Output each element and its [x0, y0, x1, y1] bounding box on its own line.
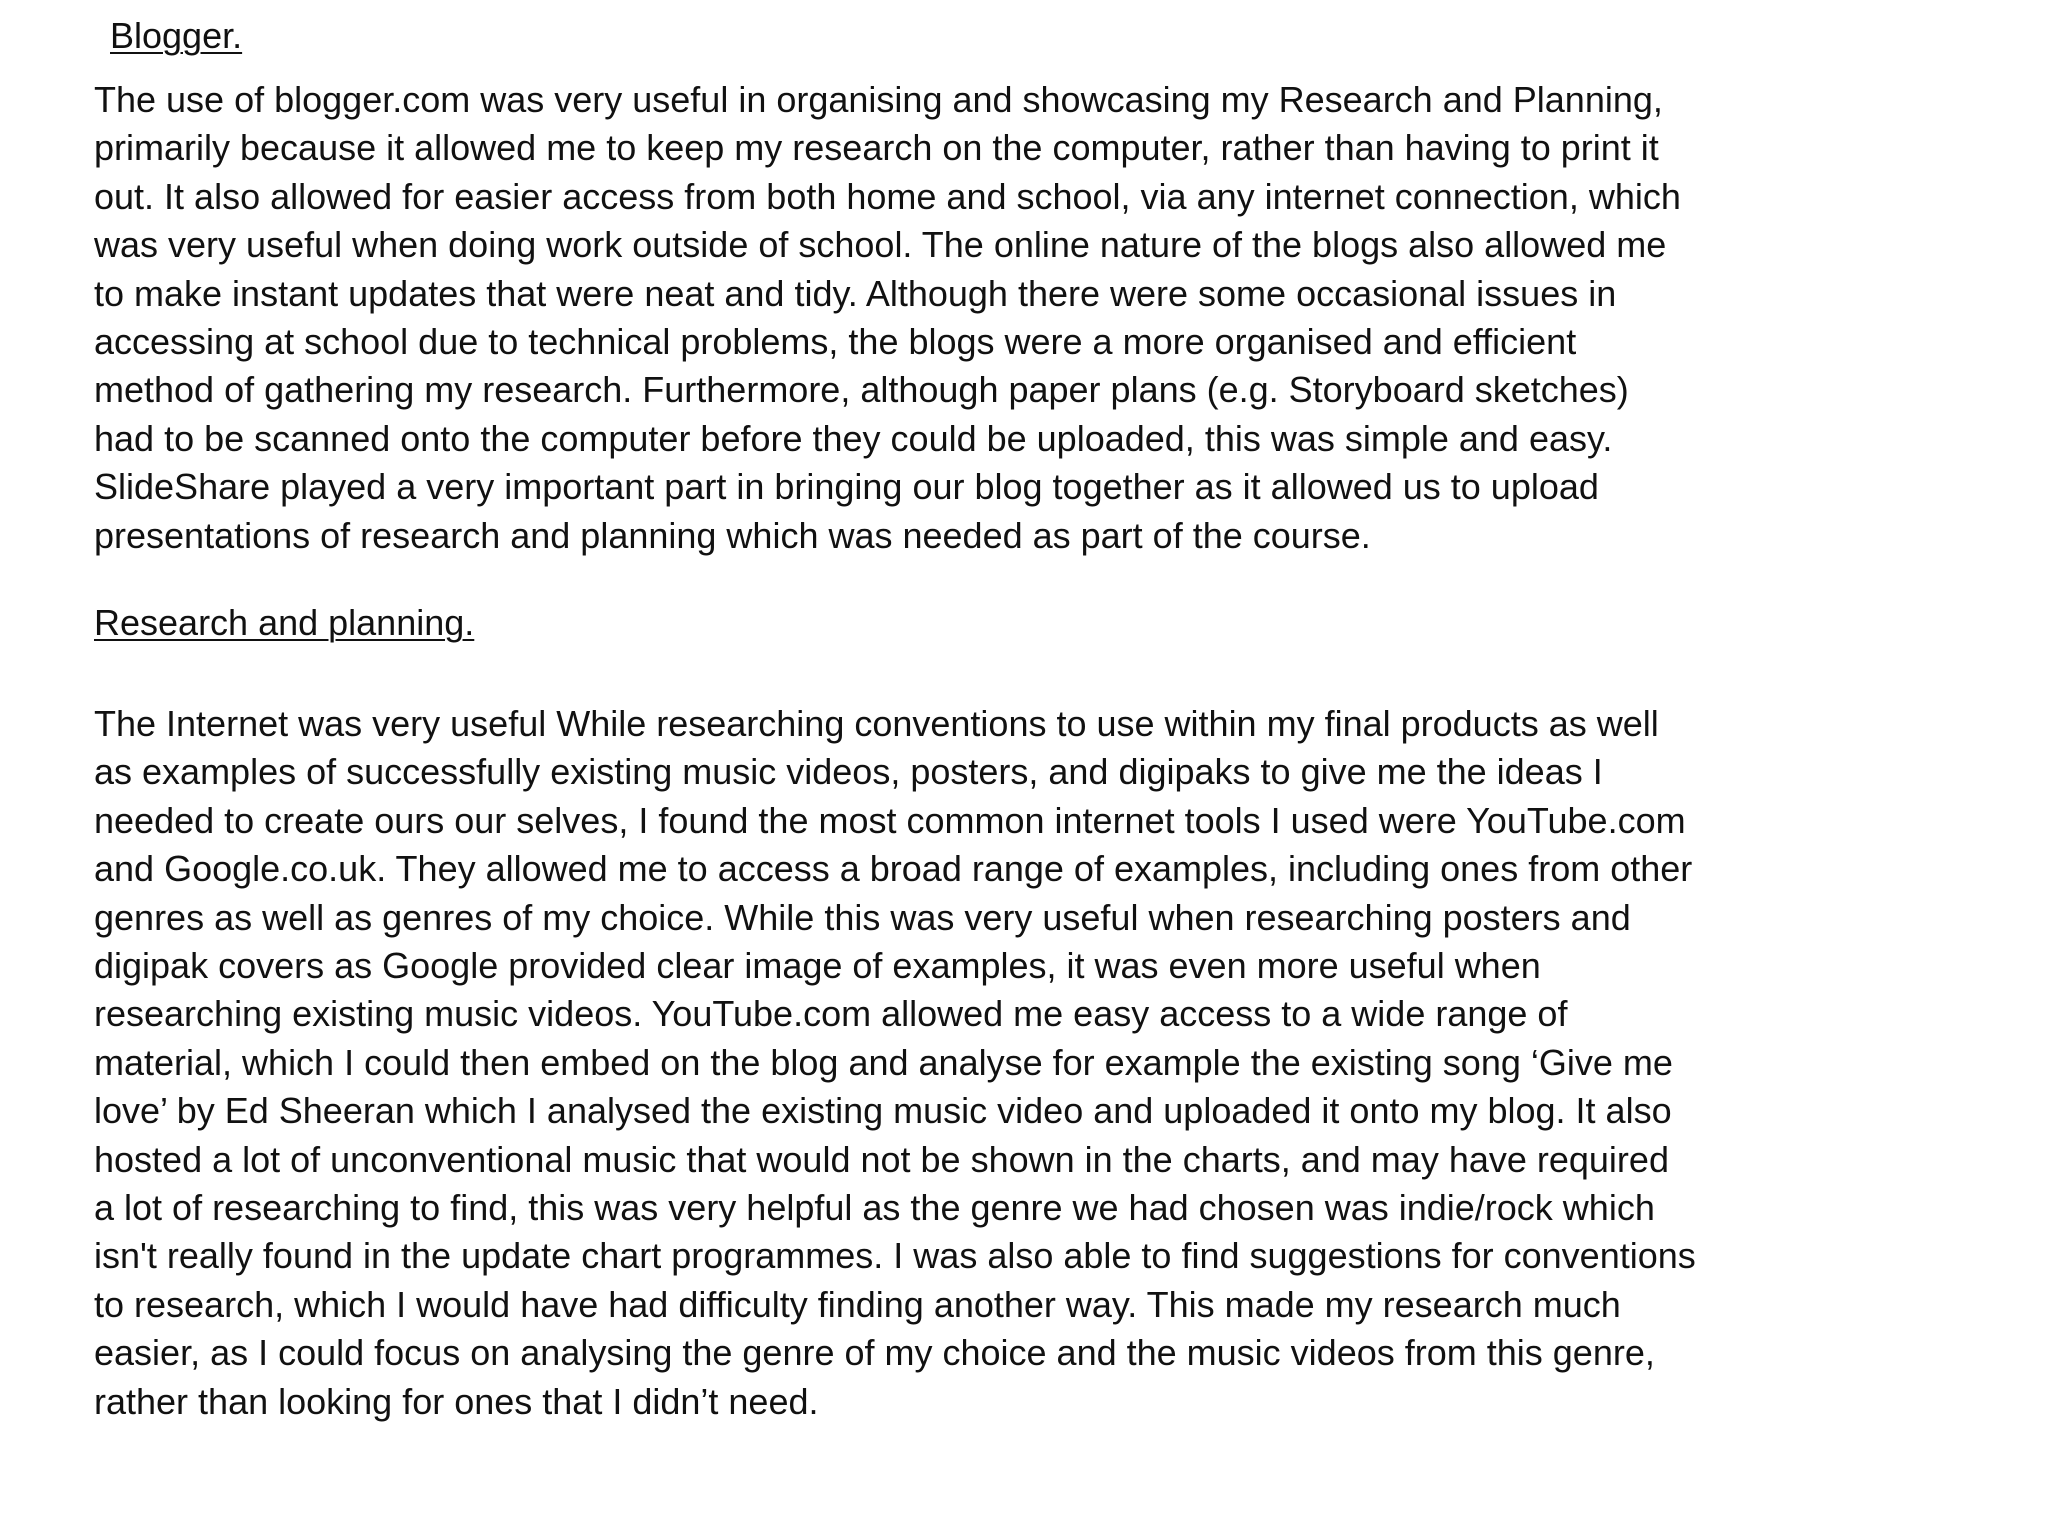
- text-line: to research, which I would have had difficulty finding another way. This made my research much: [94, 1283, 1621, 1325]
- text-line: method of gathering my research. Furthermore, although paper plans (e.g. Storyboard sketches): [94, 369, 1629, 411]
- text-line: out. It also allowed for easier access from both home and school, via any internet connection, which: [94, 175, 1681, 217]
- text-line: primarily because it allowed me to keep my research on the computer, rather than having to print it: [94, 127, 1659, 169]
- section-heading-research-and-planning: Research and planning.: [94, 602, 475, 643]
- paragraph-research-and-planning: [94, 700, 2034, 1426]
- text-line: rather than looking for ones that I didn’t need.: [94, 1380, 819, 1422]
- text-line: researching existing music videos. YouTube.com allowed me easy access to a wide range of: [94, 993, 1568, 1035]
- text-line: and Google.co.uk. They allowed me to access a broad range of examples, including ones from other: [94, 848, 1693, 890]
- text-line: SlideShare played a very important part in bringing our blog together as it allowed us to upload: [94, 466, 1599, 508]
- paragraph-blogger: [94, 76, 2034, 560]
- section-heading-blogger: Blogger.: [110, 15, 243, 56]
- text-line: The Internet was very useful While researching conventions to use within my final products as well: [94, 703, 1659, 744]
- text-line: The use of blogger.com was very useful in organising and showcasing my Research and Planning,: [94, 79, 1663, 120]
- text-line: material, which I could then embed on the blog and analyse for example the existing song ‘Give me: [94, 1041, 1673, 1083]
- text-line: needed to create ours our selves, I found the most common internet tools I used were YouTube.com: [94, 799, 1686, 841]
- text-line: as examples of successfully existing music videos, posters, and digipaks to give me the ideas I: [94, 751, 1603, 793]
- text-line: hosted a lot of unconventional music that would not be shown in the charts, and may have required: [94, 1138, 1669, 1180]
- text-line: genres as well as genres of my choice. While this was very useful when researching posters and: [94, 896, 1631, 938]
- text-line: isn't really found in the update chart programmes. I was also able to find suggestions for conventions: [94, 1235, 1696, 1277]
- text-line: had to be scanned onto the computer before they could be uploaded, this was simple and easy.: [94, 417, 1613, 459]
- text-line: to make instant updates that were neat and tidy. Although there were some occasional issues in: [94, 272, 1617, 314]
- text-line: accessing at school due to technical problems, the blogs were a more organised and efficient: [94, 321, 1577, 363]
- text-line: digipak covers as Google provided clear image of examples, it was even more useful when: [94, 945, 1541, 987]
- text-line: a lot of researching to find, this was very helpful as the genre we had chosen was indie/rock which: [94, 1187, 1655, 1229]
- text-line: love’ by Ed Sheeran which I analysed the existing music video and uploaded it onto my blog. It also: [94, 1090, 1672, 1132]
- text-line: was very useful when doing work outside of school. The online nature of the blogs also allowed me: [94, 224, 1667, 266]
- text-line: easier, as I could focus on analysing the genre of my choice and the music videos from this genre,: [94, 1332, 1655, 1374]
- text-line: presentations of research and planning which was needed as part of the course.: [94, 514, 1371, 556]
